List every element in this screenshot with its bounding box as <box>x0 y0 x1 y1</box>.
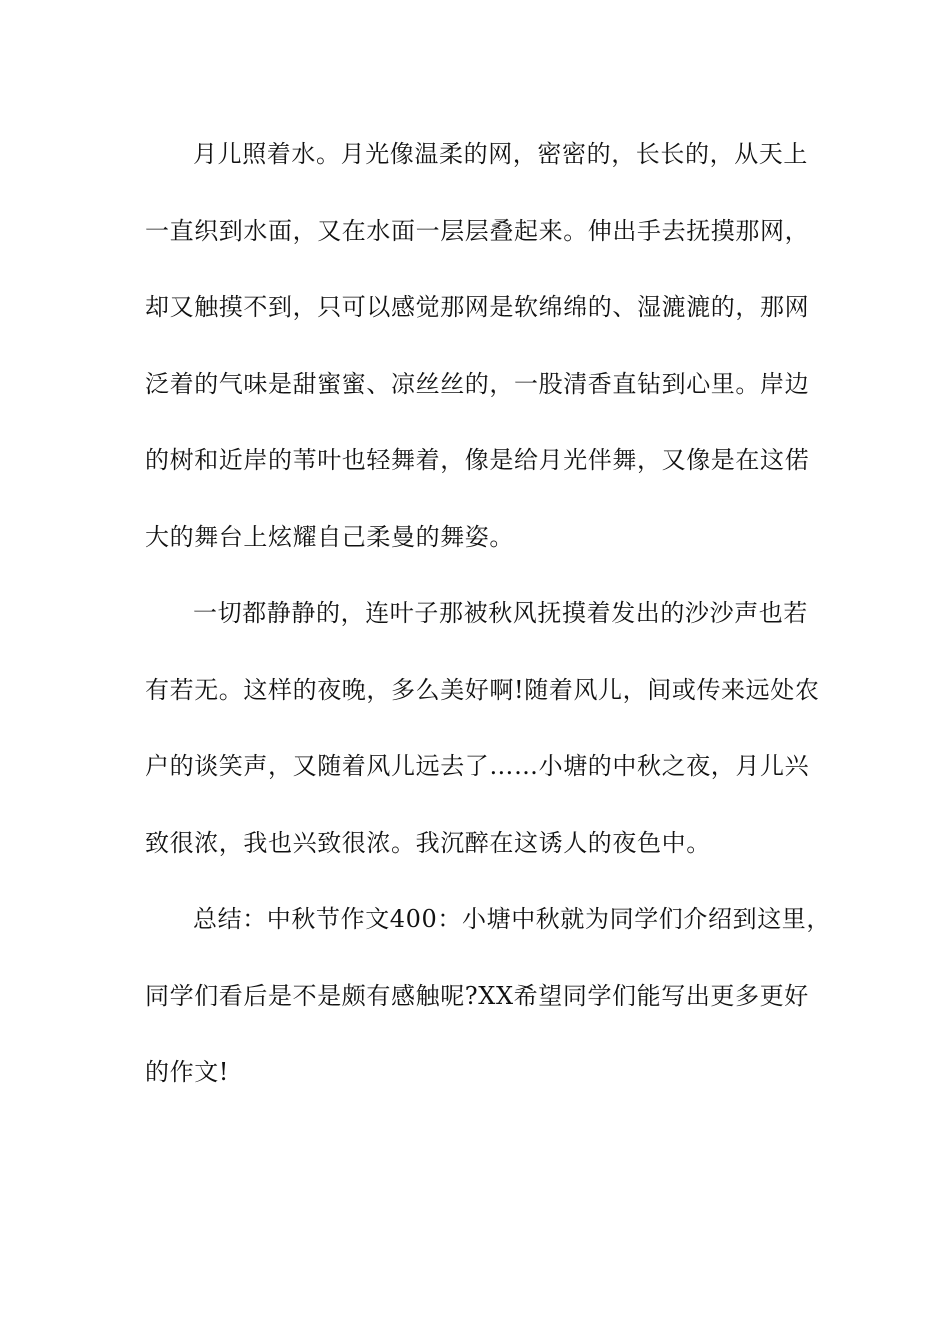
paragraph-line: 的树和近岸的苇叶也轻舞着，像是给月光伴舞，又像是在这偌 <box>145 446 810 474</box>
paragraph-line: 的作文! <box>145 1058 230 1086</box>
document-body <box>145 132 832 1127</box>
paragraph-line: 户的谈笑声，又随着风儿远去了……小塘的中秋之夜，月儿兴 <box>145 752 810 780</box>
paragraph-line: 致很浓，我也兴致很浓。我沉醉在这诱人的夜色中。 <box>145 828 711 857</box>
paragraph-line: 总结：中秋节作文400：小塘中秋就为同学们介绍到这里， <box>193 905 832 933</box>
paragraph-line: 一切都静静的，连叶子那被秋风抚摸着发出的沙沙声也若 <box>193 599 808 627</box>
paragraph-line: 却又触摸不到，只可以感觉那网是软绵绵的、湿漉漉的，那网 <box>145 293 810 321</box>
paragraph-line: 同学们看后是不是颇有感触呢?XX希望同学们能写出更多更好 <box>145 981 809 1010</box>
paragraph-line: 有若无。这样的夜晚，多么美好啊!随着风儿，间或传来远处农 <box>145 675 820 704</box>
paragraph-moonlight <box>145 132 815 560</box>
paragraph-quiet-night <box>145 591 820 866</box>
paragraph-line: 泛着的气味是甜蜜蜜、凉丝丝的，一股清香直钻到心里。岸边 <box>145 369 810 398</box>
paragraph-line: 月儿照着水。月光像温柔的网，密密的，长长的，从天上 <box>193 140 808 168</box>
paragraph-line: 大的舞台上炫耀自己柔曼的舞姿。 <box>145 522 514 551</box>
paragraph-summary <box>145 897 832 1095</box>
paragraph-line: 一直织到水面，又在水面一层层叠起来。伸出手去抚摸那网， <box>145 216 810 245</box>
